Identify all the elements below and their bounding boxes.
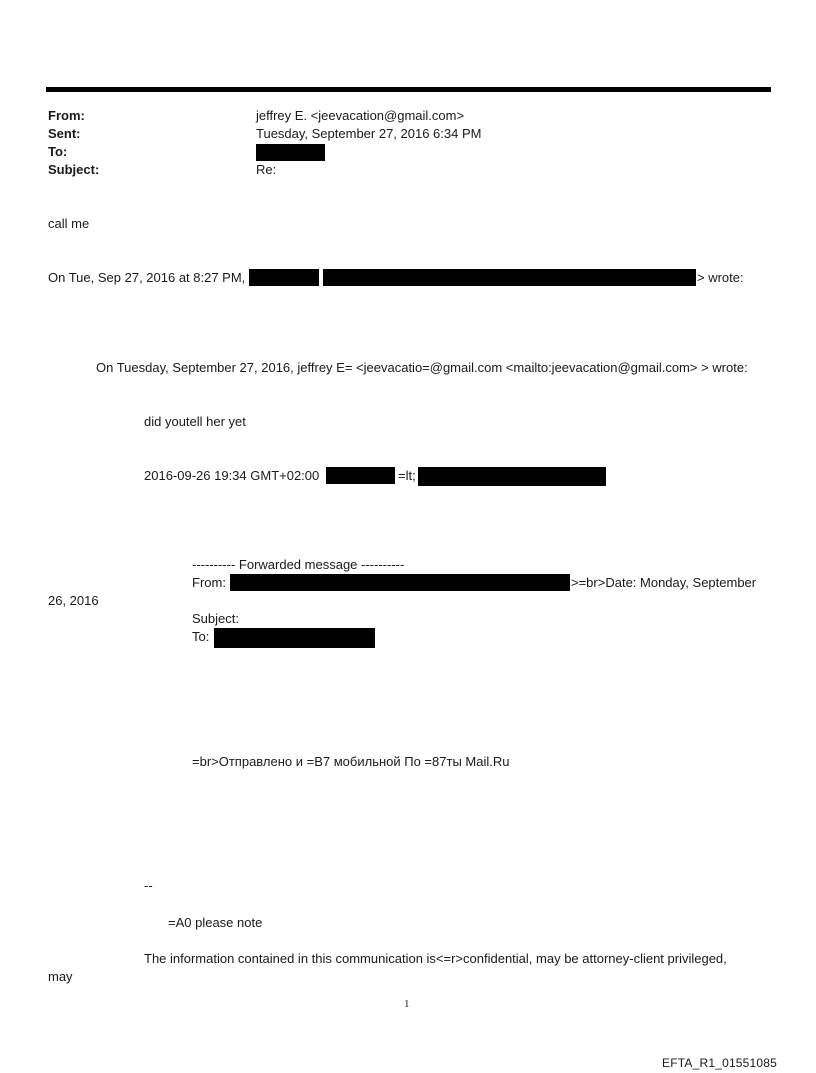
- redaction-reply-email: [323, 269, 696, 286]
- signature-dashes: --: [144, 878, 153, 893]
- fwd-date-cont: 26, 2016: [48, 593, 99, 608]
- page-number: 1: [404, 998, 410, 1010]
- sent-value: Tuesday, September 27, 2016 6:34 PM: [256, 126, 482, 141]
- redaction-to: [256, 144, 325, 161]
- fwd-subject-label: Subject:: [192, 611, 239, 626]
- quoted-question: did youtell her yet: [144, 414, 246, 429]
- timestamp-line: 2016-09-26 19:34 GMT+02:00: [144, 468, 320, 483]
- from-label: From:: [48, 108, 85, 123]
- subject-value: Re:: [256, 162, 277, 177]
- redaction-timestamp-name: [326, 467, 395, 484]
- from-value: jeffrey E. <jeevacation@gmail.com>: [256, 108, 465, 123]
- sent-label: Sent:: [48, 126, 81, 141]
- redaction-fwd-from: [230, 574, 570, 591]
- mobile-line: =br>Отправлено и =B7 мобильной По =87ты Mail.Ru: [192, 754, 510, 769]
- note-line: =A0 please note: [168, 915, 263, 930]
- document-id-footer: EFTA_R1_01551085: [662, 1056, 778, 1070]
- quoted-intro: On Tuesday, September 27, 2016, jeffrey E= <jeevacatio=@gmail.com <mailto:jeevacation@gmail.com> > wrote:: [96, 360, 748, 375]
- redaction-reply-name: [249, 269, 319, 286]
- header-rule: [46, 87, 771, 92]
- redaction-fwd-to: [214, 628, 375, 648]
- fwd-header: ---------- Forwarded message ----------: [192, 557, 405, 572]
- fwd-to-label: To:: [192, 629, 210, 644]
- timestamp-lt: =lt;: [398, 468, 416, 483]
- reply-suffix: > wrote:: [697, 270, 744, 285]
- fwd-from-suffix: >=br>Date: Monday, September: [571, 575, 757, 590]
- redaction-timestamp-email: [418, 467, 606, 486]
- body-call-me: call me: [48, 216, 90, 231]
- disclaimer-line: The information contained in this communication is<=r>confidential, may be attorney-client privileged,: [144, 951, 727, 966]
- to-label: To:: [48, 144, 68, 159]
- reply-intro: On Tue, Sep 27, 2016 at 8:27 PM,: [48, 270, 246, 285]
- disclaimer-cont: may: [48, 969, 73, 984]
- fwd-from-label: From:: [192, 575, 226, 590]
- subject-label: Subject:: [48, 162, 100, 177]
